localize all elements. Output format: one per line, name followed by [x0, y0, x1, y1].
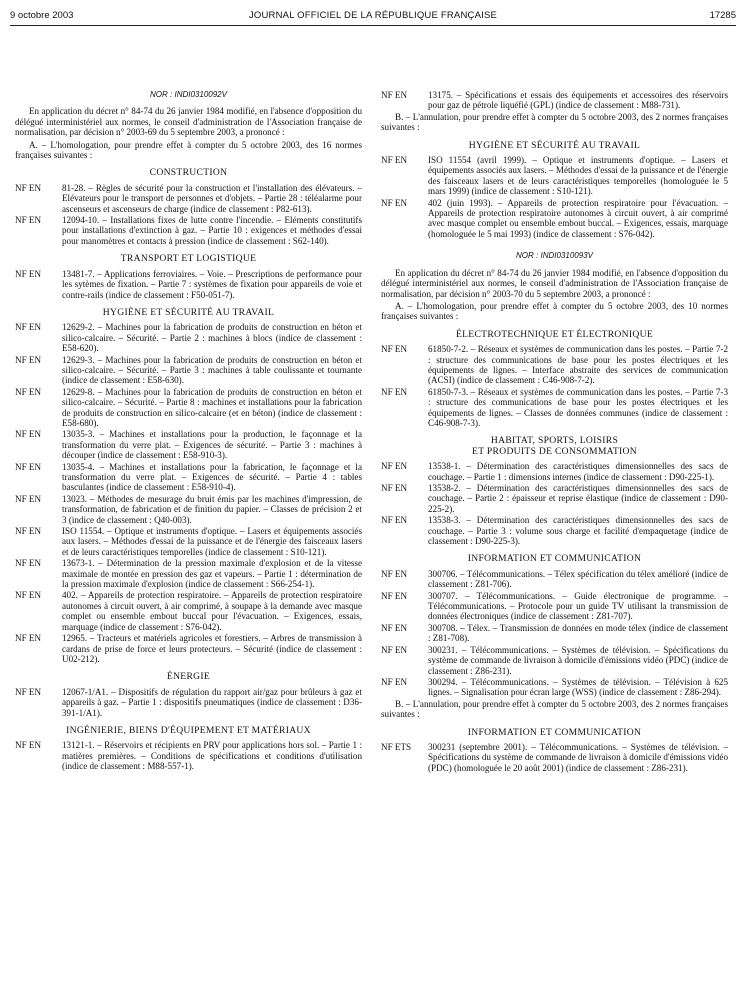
homologation-line: A. – L'homologation, pour prendre effet à compter du 5 octobre 2003, des 16 normes françaises suivantes : [15, 139, 362, 161]
standard-entry [15, 387, 362, 429]
decision-intro: En application du décret n° 84-74 du 26 janvier 1984 modifié, en l'absence d'opposition du délégué interministériel aux normes, le conseil d'administration de l'Association française de normalisation, par décision n° 2003-69 du 5 septembre 2003, a prononcé : [15, 106, 362, 138]
standard-entry [381, 591, 728, 622]
left-sections [15, 168, 362, 771]
section-title: HYGIÈNE ET SÉCURITÉ AU TRAVAIL [468, 139, 641, 151]
standard-code: NF EN [15, 526, 42, 537]
right-sections-3 [381, 728, 728, 774]
homologation-line-2: A. – L'homologation, pour prendre effet à compter du 5 octobre 2003, des 10 normes françaises suivantes : [381, 300, 728, 322]
standard-code: NF EN [15, 633, 42, 644]
annulation-line: B. – L'annulation, pour prendre effet à compter du 5 octobre 2003, des 2 normes françaises suivantes : [381, 111, 728, 133]
standard-entry [15, 183, 362, 214]
standard-code: NF EN [15, 429, 42, 440]
decision-intro-2: En application du décret n° 84-74 du 26 janvier 1984 modifié, en l'absence d'opposition du délégué interministériel aux normes, le conseil d'administration de l'Association française de normalisation, par décision n° 2003-70 du 5 septembre 2003, a prononcé : [381, 267, 728, 299]
right-top-entries [381, 90, 728, 111]
standard-code: NF EN [15, 558, 42, 569]
standard-code: NF EN [15, 461, 42, 472]
page-header [10, 7, 736, 33]
nor-reference: NOR : INDI0310092V [150, 90, 227, 99]
standard-text: 12965. – Tracteurs et matériels agricoles et forestiers. – Arbres de transmission à cardans de prise de force et leurs protecteurs. – Sécurité (indice de classement : U02-212). [62, 633, 362, 664]
section-title: ÉLECTROTECHNIQUE ET ÉLECTRONIQUE [455, 328, 653, 340]
standard-text: 300231 (septembre 2001). – Télécommunications. – Systèmes de télévision. – Spécifications du système de commande de livraison à domicile d'émissions vidéo (PDC) (homologuée le 20 août 2001) (indice de classement : Z86-231). [428, 741, 728, 773]
annulation-line-2: B. – L'annulation, pour prendre effet à compter du 5 octobre 2003, des 2 normes françaises suivantes : [381, 698, 728, 720]
header-page-number: 17285 [709, 10, 736, 21]
section-title: TRANSPORT ET LOGISTIQUE [120, 253, 257, 265]
section-title: ÉNERGIE [166, 671, 211, 683]
standard-entry [15, 590, 362, 632]
standard-text: 12094-10. – Installations fixes de lutte contre l'incendie. – Eléments constitutifs pour installations d'extinction à gaz. – Partie 10 : exigences et méthodes d'essai pour manomètres et contacts à pression (indice de classement : S62-140). [62, 215, 362, 246]
standard-text: 13121-1. – Réservoirs et récipients en PRV pour applications hors sol. – Partie 1 : matières premières. – Conditions de spécifications et conditions d'utilisation (indice de classement : M88-557-1). [62, 740, 362, 772]
standard-code: NF EN [15, 740, 42, 751]
standard-code: NF EN [381, 622, 408, 633]
standard-entry [15, 526, 362, 557]
standard-entry [15, 740, 362, 771]
header-date: 9 octobre 2003 [10, 10, 74, 21]
standard-text: 13538-3. – Détermination des caractéristiques dimensionnelles des sacs de couchage. – Partie 3 : volume sous charge et facilité d'empaquetage (indice de classement : D90-225-3). [428, 515, 728, 547]
standard-code: NF EN [381, 515, 408, 526]
standard-code: NF EN [381, 590, 408, 601]
section-title: INGÉNIERIE, BIENS D'ÉQUIPEMENT ET MATÉRIAUX [66, 724, 311, 736]
standard-text: ISO 11554. – Optique et instruments d'optique. – Lasers et équipements associés aux lasers. – Méthodes d'essai de la puissance et de l'énergie des faisceaux lasers et de leurs caractéristiques temporelles (indice de classement : S10-121). [62, 526, 362, 557]
standard-entry [381, 461, 728, 482]
header-rule [10, 25, 736, 26]
standard-text: ISO 11554 (avril 1999). – Optique et instruments d'optique. – Lasers et équipements associés aux lasers. – Méthodes d'essai de la puissance et de l'énergie des faisceaux lasers et de leurs caractéristiques temporelles (homologuée le 5 mars 1999) (indice de classement : S10-121). [428, 155, 728, 197]
standard-entry [381, 344, 728, 386]
standard-entry [381, 483, 728, 514]
standard-entry [15, 462, 362, 493]
standard-entry [381, 569, 728, 590]
standard-code: NF EN [15, 268, 42, 279]
standard-entry [381, 90, 728, 111]
standard-text: 13035-3. – Machines et installations pour la production, le façonnage et la transformation du verre plat. – Exigences de sécurité. – Partie 3 : machines à découper (indice de classement : E58-910-3). [62, 429, 362, 461]
standard-code: NF EN [15, 354, 42, 365]
standard-text: 12629-2. – Machines pour la fabrication de produits de construction en béton et silico-calcaire. – Sécurité. – Partie 2 : machines à blocs (indice de classement : E58-620). [62, 322, 362, 354]
standard-text: 402 (juin 1993). – Appareils de protection respiratoire pour l'évacuation. – Appareils de protection respiratoire autonomes à circuit ouvert, à air comprimé avec masque complet ou ensemble embout buccal. – Exigences, essais, marquage (homologuée le 5 mai 1993) (indice de classement : S76-042). [428, 197, 728, 239]
standard-entry [15, 269, 362, 300]
standard-entry [381, 387, 728, 429]
standard-entry [15, 215, 362, 246]
standard-entry [381, 623, 728, 644]
standard-text: 300706. – Télécommunications. – Télex spécification du télex amélioré (indice de classement : Z81-706). [428, 568, 728, 590]
standard-code: NF EN [381, 461, 408, 472]
section-title: HABITAT, SPORTS, LOISIRS ET PRODUITS DE CONSOMMATION [472, 435, 637, 457]
standard-text: 13175. – Spécifications et essais des équipements et accessoires des réservoirs pour gaz de pétrole liquéfié (GPL) (indice de classement : M88-731). [428, 90, 728, 111]
standard-entry [15, 322, 362, 353]
standard-text: 300231. – Télécommunications. – Systèmes de télévision. – Spécifications du système de commande de livraison à domicile d'émissions vidéo (PDC) (indice de classement : Z86-231). [428, 644, 728, 676]
standard-entry [15, 494, 362, 525]
standard-text: 61850-7-3. – Réseaux et systèmes de communication dans les postes. – Partie 7-3 : structure des communications de base pour les postes électriques et les équipements de lignes. – Classes de données communes (indice de classement : C46-908-7-3). [428, 386, 728, 428]
standard-text: 13538-2. – Détermination des caractéristiques dimensionnelles des sacs de couchage. – Partie 2 : épaisseur et reprise élastique (indice de classement : D90-225-2). [428, 483, 728, 514]
standard-text: 12629-8. – Machines pour la fabrication de produits de construction en béton et silico-calcaire. – Sécurité. – Partie 8 : machines et installations pour la fabrication de produits de construction en silico-calcaire (et en béton) (indice de classement : E58-680). [62, 386, 362, 428]
standard-code: NF EN [381, 644, 408, 655]
left-column [15, 90, 362, 773]
standard-text: 300708. – Télex. – Transmission de données en mode télex (indice de classement : Z81-708). [428, 622, 728, 644]
section-title: INFORMATION ET COMMUNICATION [467, 553, 642, 565]
standard-entry [381, 155, 728, 197]
standard-text: 13481-7. – Applications ferroviaires. – Voie. – Prescriptions de performance pour les sytèmes de fixation. – Partie 7 : systèmes de fixation pour appareils de voie et contre-rails (indice de classement : F50-051-7). [62, 268, 362, 300]
standard-entry [15, 633, 362, 664]
standard-text: 13673-1. – Détermination de la pression maximale d'explosion et de la vitesse maximale de montée en pression des gaz et vapeurs. – Partie 1 : détermination de la pression maximale d'explosion (indice de classement : S66-254-1). [62, 558, 362, 590]
standard-text: 12629-3. – Machines pour la fabrication de produits de construction en béton et silico-calcaire. – Sécurité. – Partie 3 : machines à table coulissante et tournante (indice de classement : E58-630). [62, 354, 362, 386]
section-title: CONSTRUCTION [149, 167, 228, 179]
nor-reference-2: NOR : INDI0310093V [516, 251, 593, 261]
standard-text: 12067-1/A1. – Dispositifs de régulation du rapport air/gaz pour brûleurs à gaz et appareils à gaz. – Partie 1 : dispositifs pneumatiques (indice de classement : D36-391-1/A1). [62, 686, 362, 718]
standard-code: NF EN [15, 686, 42, 697]
standard-code: NF EN [381, 568, 408, 579]
section-title: HYGIÈNE ET SÉCURITÉ AU TRAVAIL [102, 306, 275, 318]
standard-code: NF EN [15, 322, 42, 333]
standard-entry [381, 645, 728, 676]
standard-entry [381, 515, 728, 546]
standard-code: NF EN [381, 386, 408, 397]
standard-entry [15, 355, 362, 386]
standard-entry [381, 742, 728, 773]
standard-text: 13023. – Méthodes de mesurage du bruit émis par les machines d'impression, de transformation, de fabrication et de finition du papier. – Classes de précision 2 et 3 (indice de classement : Q40-003). [62, 493, 362, 525]
right-column [381, 90, 728, 774]
standard-text: 13035-4. – Machines et installations pour la fabrication, le façonnage et la transformation du verre plat. – Exigences de sécurité. – Partie 4 : tables basculantes (indice de classement : E58-910-4). [62, 461, 362, 493]
standard-entry [15, 429, 362, 460]
right-sections-2 [381, 330, 728, 698]
standard-entry [381, 677, 728, 698]
standard-text: 61850-7-2. – Réseaux et systèmes de communication dans les postes. – Partie 7-2 : structure des communications de base pour les postes électriques et les équipements de lignes. – Interface abstraite des services de communication (ACSI) (indice de classement : C46-908-7-2). [428, 344, 728, 386]
header-title: JOURNAL OFFICIEL DE LA RÉPUBLIQUE FRANÇAISE [248, 10, 498, 21]
standard-code: NF EN [15, 386, 42, 397]
standard-entry [15, 558, 362, 589]
standard-code: NF EN [15, 215, 42, 226]
standard-code: NF EN [381, 344, 408, 355]
standard-code: NF EN [15, 182, 42, 193]
standard-code: NF EN [15, 493, 42, 504]
standard-code: NF EN [381, 483, 408, 493]
standard-text: 402. – Appareils de protection respiratoire. – Appareils de protection respiratoire autonomes à circuit ouvert, à air comprimé, à soupape à la demande avec masque complet ou ensemble embout buccal pour l'évacuation. – Exigences, essais, marquage (indice de classement : S76-042). [62, 590, 362, 632]
standard-entry [15, 687, 362, 718]
standard-entry [381, 198, 728, 240]
standard-code: NF EN [381, 676, 408, 687]
standard-code: NF EN [15, 590, 42, 601]
standard-text: 300294. – Télécommunications. – Systèmes de télévision. – Télévision à 625 lignes. – Signalisation pour écran large (WSS) (indice de classement : Z86-294). [428, 676, 728, 698]
standard-code: NF EN [381, 90, 408, 100]
standard-code: NF EN [381, 197, 408, 208]
standard-text: 300707. – Télécommunications. – Guide électronique de programme. – Télécommunications. – Protocole pour un guide TV utilisant la transmission de données électroniques (indice de classement : Z81-707). [428, 590, 728, 622]
standard-text: 81-28. – Règles de sécurité pour la construction et l'installation des élévateurs. – Elévateurs pour le transport de personnes et d'objets. – Partie 28 : téléalarme pour ascenseurs et ascenseurs de charge (indice de classement : P82-613). [62, 182, 362, 214]
standard-code: NF ETS [381, 741, 412, 752]
right-sections-1 [381, 141, 728, 240]
standard-code: NF EN [381, 155, 408, 166]
standard-text: 13538-1. – Détermination des caractéristiques dimensionnelles des sacs de couchage. – Partie 1 : dimensions internes (indice de classement : D90-225-1). [428, 461, 728, 482]
section-title: INFORMATION ET COMMUNICATION [467, 726, 642, 738]
